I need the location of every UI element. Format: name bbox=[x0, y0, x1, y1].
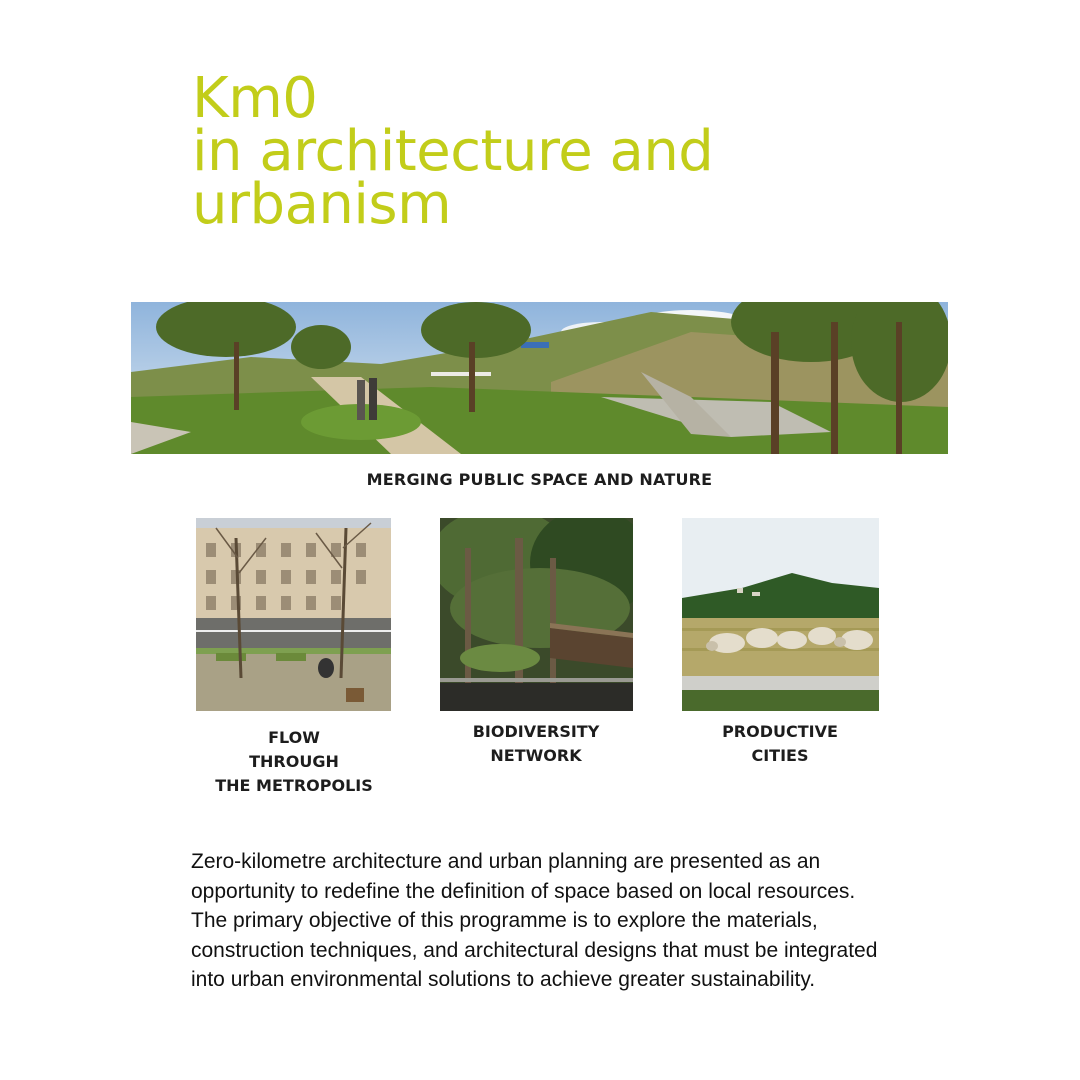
title-line-1: Km0 bbox=[192, 66, 318, 131]
city-street-illustration bbox=[196, 518, 391, 711]
caption-line: THROUGH bbox=[249, 752, 339, 771]
thumbnail-productive-cities bbox=[682, 518, 879, 711]
caption-biodiversity-network bbox=[420, 720, 652, 768]
caption-line: FLOW bbox=[268, 728, 320, 747]
sheep-field-illustration bbox=[682, 518, 879, 711]
page-title bbox=[192, 66, 714, 237]
title-line-3: urbanism bbox=[192, 172, 452, 237]
caption-line: PRODUCTIVE bbox=[722, 722, 838, 741]
caption-line: THE METROPOLIS bbox=[215, 776, 373, 795]
caption-line: CITIES bbox=[751, 746, 809, 765]
thumbnail-flow-through-metropolis bbox=[196, 518, 391, 711]
body-paragraph: Zero-kilometre architecture and urban planning are presented as an opportunity to redefine the definition of space based on local resources. The primary objective of this programme is to explore the materials, construction techniques, and architectural designs that must be integrated into urban environmental solutions to achieve greater sustainability. bbox=[191, 850, 878, 991]
caption-productive-cities bbox=[662, 720, 898, 768]
thumbnail-biodiversity-network bbox=[440, 518, 633, 711]
banner-photo-illustration bbox=[131, 302, 948, 454]
title-line-2: in architecture and bbox=[192, 119, 714, 184]
caption-line: BIODIVERSITY bbox=[472, 722, 600, 741]
forest-walkway-illustration bbox=[440, 518, 633, 711]
banner-caption: MERGING PUBLIC SPACE AND NATURE bbox=[366, 470, 713, 489]
caption-flow-through-metropolis bbox=[180, 726, 408, 798]
caption-line: NETWORK bbox=[490, 746, 582, 765]
banner-photo bbox=[131, 302, 948, 454]
